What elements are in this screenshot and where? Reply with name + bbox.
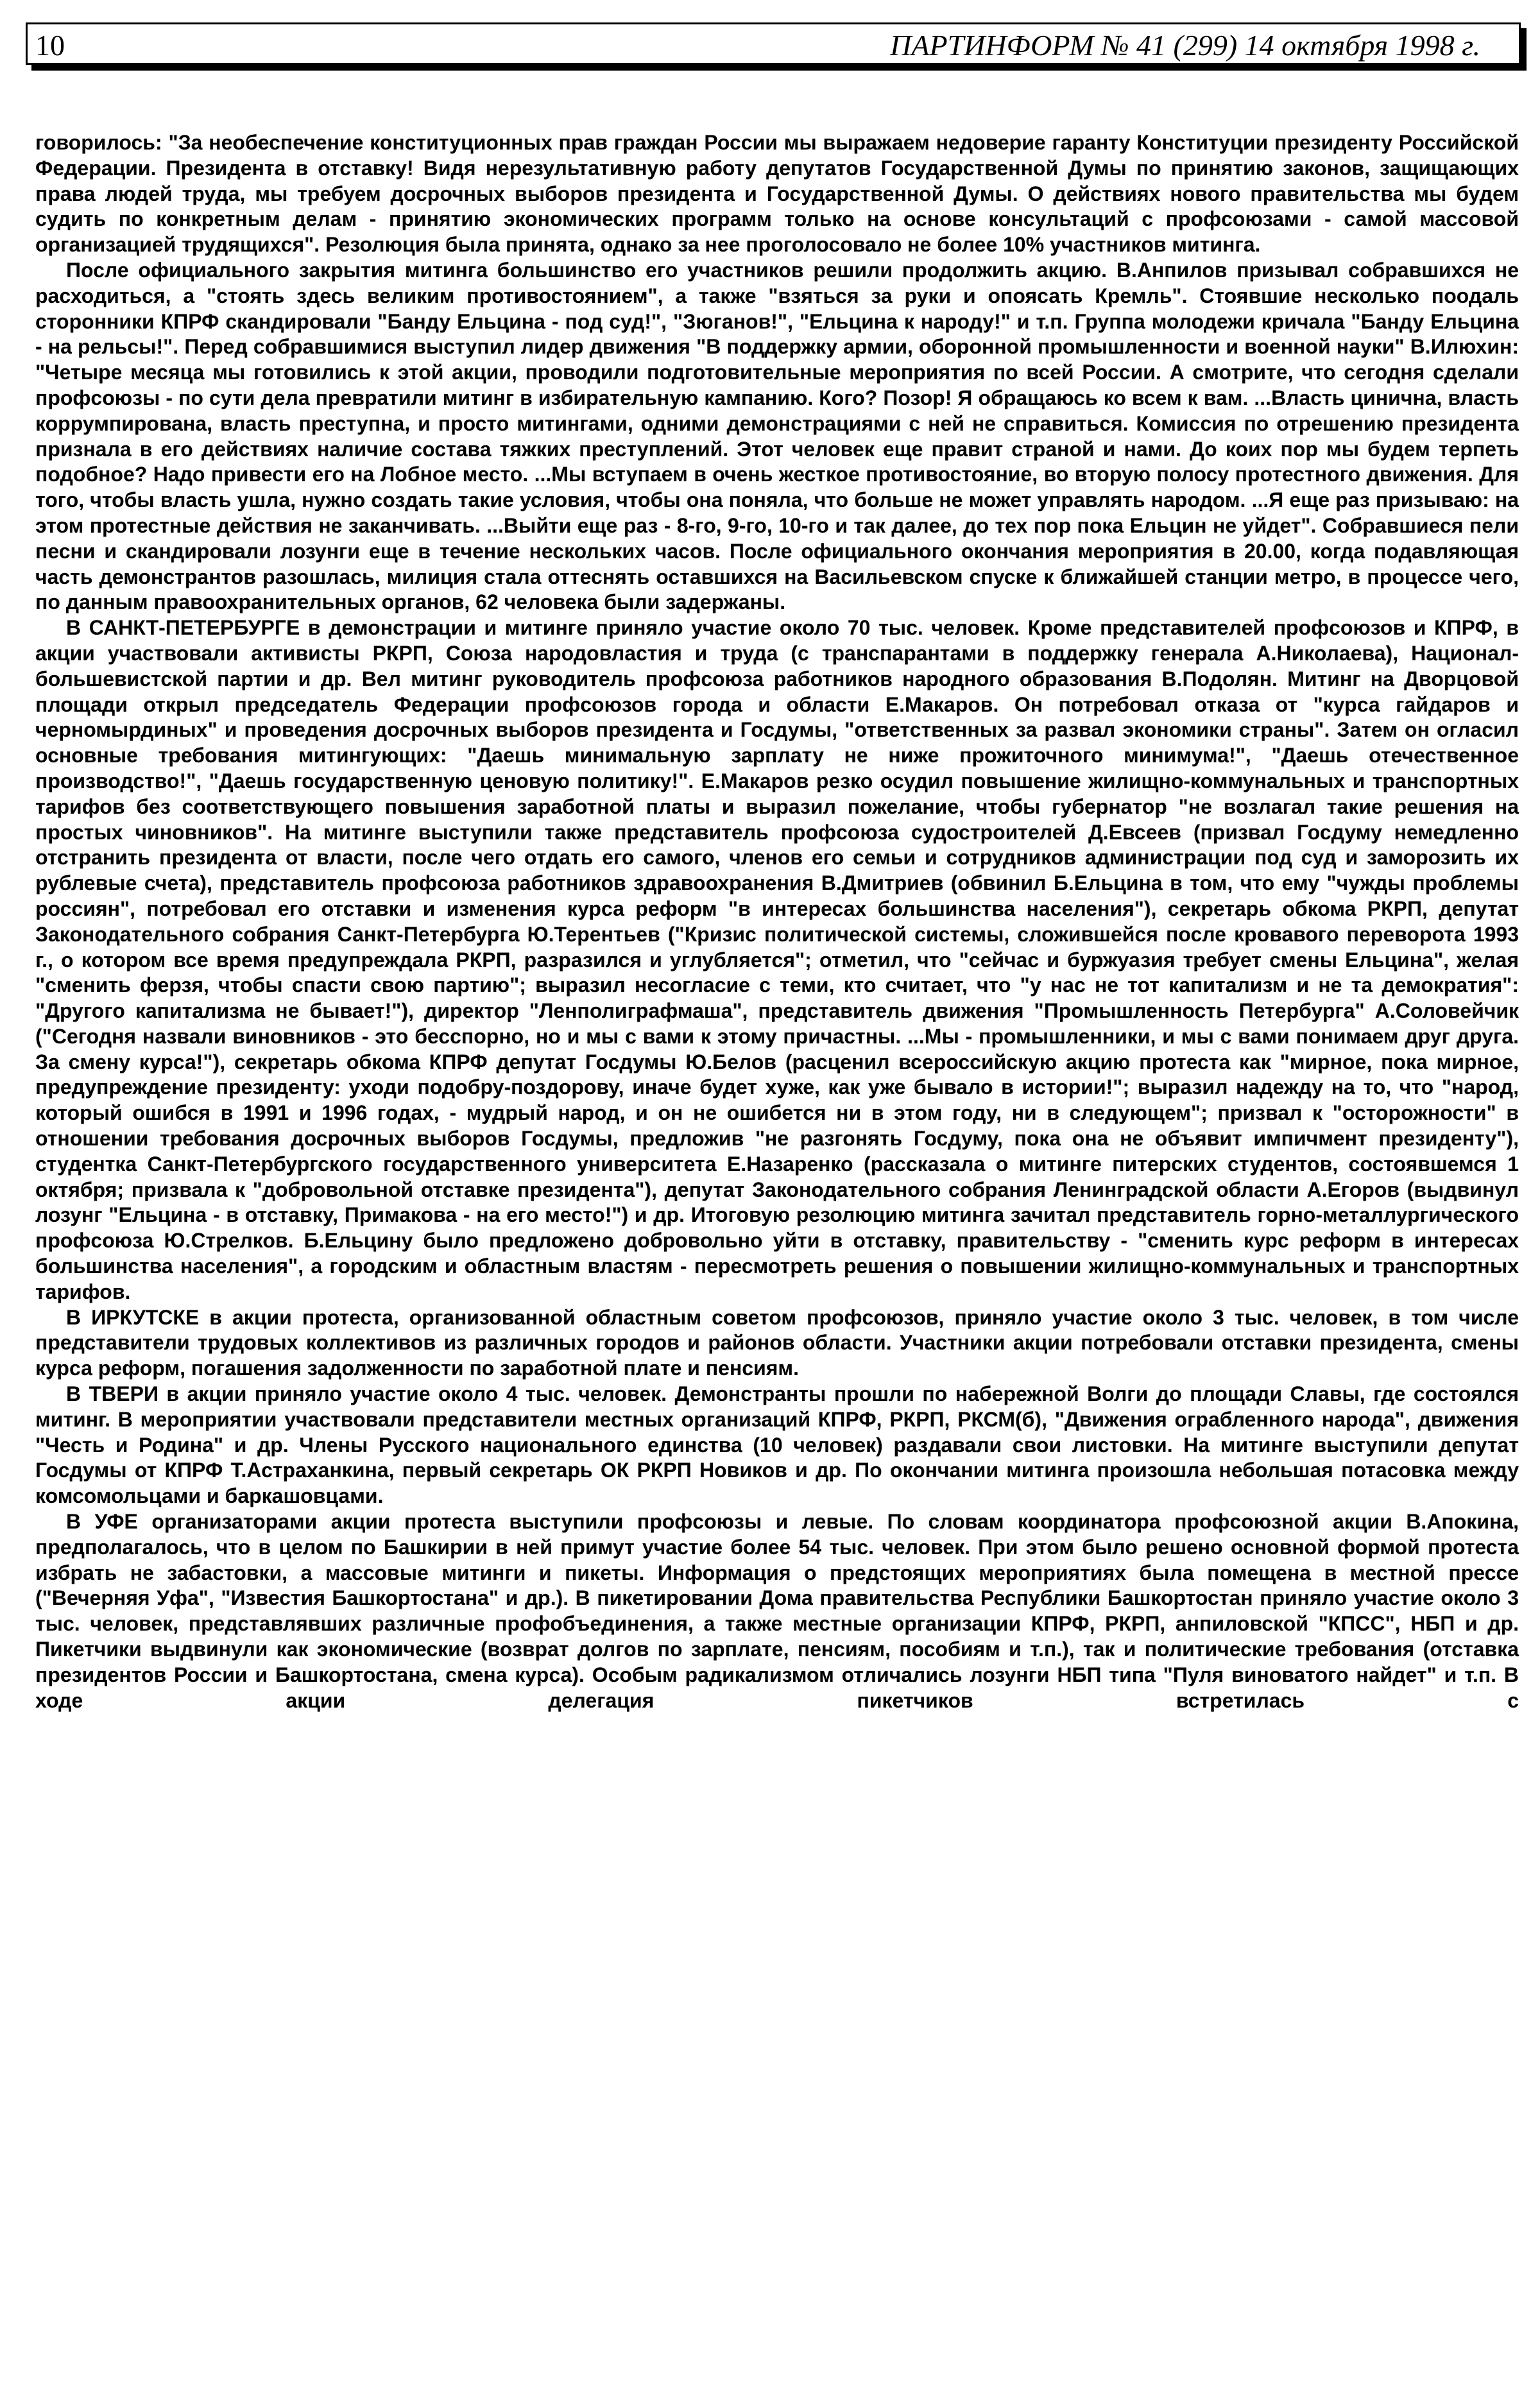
paragraph-saint-petersburg: В САНКТ-ПЕТЕРБУРГЕ в демонстрации и митинге приняло участие около 70 тыс. человек. Кроме представителей профсоюзов и КПРФ, в акции участвовали активисты РКРП, Союза народовластия и труда (с транспарантами в поддержку генерала А.Николаева), Национал-большевистской партии и др. Вел митинг руководитель профсоюза работников народного образования В.Подолян. Митинг на Дворцовой площади открыл председатель Федерации профсоюзов города и области Е.Макаров. Он потребовал отказа от "курса гайдаров и черномырдиных" и проведения досрочных выборов президента и Госдумы, "ответственных за развал экономики страны". Затем он огласил основные требования митингующих: "Даешь минимальную зарплату не ниже прожиточного минимума!", "Даешь отечественное производство!", "Даешь государственную ценовую политику!". Е.Макаров резко осудил повышение жилищно-коммунальных и транспортных тарифов без соответствующего повышения заработной платы и выразил пожелание, чтобы губернатор "не возлагал такие решения на простых чиновников". На митинге выступили также представитель профсоюза судостроителей Д.Евсеев (призвал Госдуму немедленно отстранить президента от власти, после чего отдать его самого, членов его семьи и сотрудников администрации под суд и заморозить их рублевые счета), представитель профсоюза работников здравоохранения В.Дмитриев (обвинил Б.Ельцина в том, что ему "чужды проблемы россиян", потребовал его отставки и изменения курса реформ "в интересах большинства населения"), секретарь обкома РКРП, депутат Законодательного собрания Санкт-Петербурга Ю.Терентьев ("Кризис политической системы, сложившейся после кровавого переворота 1993 г., о котором все время предупреждала РКРП, разразился и углубляется"; отметил, что "сейчас и буржуазия требует смены Ельцина", желая "сменить ферзя, чтобы спасти свою партию"; выразил несогласие с теми, кто считает, что "у нас не тот капитализм и не та демократия": "Другого капитализма не бывает!"), директор "Ленполиграфмаша", представитель движения "Промышленность Петербурга" А.Соловейчик ("Сегодня назвали виновников - это бесспорно, но и мы с вами к этому причастны. ...Мы - промышленники, и мы с вами понимаем друг друга. За смену курса!"), секретарь обкома КПРФ депутат Госдумы Ю.Белов (расценил всероссийскую акцию протеста как "мирное, пока мирное, предупреждение президенту: уходи подобру-поздорову, иначе будет хуже, как уже бывало в истории!"; выразил надежду на то, что "народ, который ошибся в 1991 и 1996 годах, - мудрый народ, и он не ошибется ни в этом году, ни в следующем"; призвал к "осторожности" в отношении требования досрочных выборов Госдумы, предложив "не разгонять Госдуму, пока она не объявит импичмент президенту"), студентка Санкт-Петербургского государственного университета Е.Назаренко (рассказала о митинге питерских студентов, состоявшемся 1 октября; призвала к "добровольной отставке президента"), депутат Законодательного собрания Ленинградской области А.Егоров (выдвинул лозунг "Ельцина - в отставку, Примакова - на его место!") и др. Итоговую резолюцию митинга зачитал представитель горно-металлургического профсоюза Ю.Стрелков. Б.Ельцину было предложено добровольно уйти в отставку, правительству - "сменить курс реформ в интересах большинства населения", а городским и областным властям - пересмотреть решения о повышении жилищно-коммунальных и транспортных тарифов. — [35, 616, 1519, 1303]
paragraph-ufa: В УФЕ организаторами акции протеста выступили профсоюзы и левые. По словам координатора профсоюзной акции В.Апокина, предполагалось, что в целом по Башкирии в ней примут участие более 54 тыс. человек. При этом было решено основной формой протеста избрать не забастовки, а массовые митинги и пикеты. Информация о предстоящих мероприятиях была помещена в местной прессе ("Вечерняя Уфа", "Известия Башкортостана" и др.). В пикетировании Дома правительства Республики Башкортостан приняло участие около 3 тыс. человек, представлявших различные профобъединения, а также местные организации КПРФ, РКРП, анпиловской "КПСС", НБП и др. Пикетчики выдвинули как экономические (возврат долгов по зарплате, пенсиям, пособиям и т.п.), так и политические требования (отставка президентов России и Башкортостана, смена курса). Особым радикализмом отличались лозунги НБП типа "Пуля виноватого найдет" и т.п. В ходе акции делегация пикетчиков встретилась с — [35, 1510, 1519, 1712]
page-header — [26, 22, 1521, 65]
issue-title: ПАРТИНФОРМ № 41 (299) 14 октября 1998 г. — [890, 29, 1480, 62]
paragraph-resolution: говорилось: "За необеспечение конституционных прав граждан России мы выражаем недоверие гаранту Конституции президенту Российской Федерации. Президента в отставку! Видя нерезультативную работу депутатов Государственной Думы по принятию законов, защищающих права людей труда, мы требуем досрочных выборов президента и Государственной Думы. О действиях нового правительства мы будем судить по конкретным делам - принятию экономических программ только на основе консультаций с профсоюзами - самой массовой организацией трудящихся". Резолюция была принята, однако за нее проголосовало не более 10% участников митинга. — [35, 131, 1519, 257]
paragraph-tver: В ТВЕРИ в акции приняло участие около 4 тыс. человек. Демонстранты прошли по набережной Волги до площади Славы, где состоялся митинг. В мероприятии участвовали представители местных организаций КПРФ, РКРП, РКСМ(б), "Движения ограбленного народа", движения "Честь и Родина" и др. Члены Русского национального единства (10 человек) раздавали свои листовки. На митинге выступили депутат Госдумы от КПРФ Т.Астраханкина, первый секретарь ОК РКРП Новиков и др. По окончании митинга произошла небольшая потасовка между комсомольцами и баркашовцами. — [35, 1382, 1519, 1508]
paragraph-irkutsk: В ИРКУТСКЕ в акции протеста, организованной областным советом профсоюзов, приняло участие около 3 тыс. человек, в том числе представители трудовых коллективов из различных городов и районов области. Участники акции потребовали отставки президента, смены курса реформ, погашения задолженности по заработной плате и пенсиям. — [35, 1305, 1519, 1380]
page-number: 10 — [35, 29, 65, 62]
paragraph-moscow-after-rally: После официального закрытия митинга большинство его участников решили продолжить акцию. В.Анпилов призывал собравшихся не расходиться, а "стоять здесь великим противостоянием", а также "взяться за руки и опоясать Кремль". Стоявшие несколько поодаль сторонники КПРФ скандировали "Банду Ельцина - под суд!", "Зюганов!", "Ельцина к народу!" и т.п. Группа молодежи кричала "Банду Ельцина - на рельсы!". Перед собравшимися выступил лидер движения "В поддержку армии, оборонной промышленности и военной науки" В.Илюхин: "Четыре месяца мы готовились к этой акции, проводили подготовительные мероприятия по всей России. А смотрите, что сегодня сделали профсоюзы - по сути дела превратили митинг в избирательную кампанию. Кого? Позор! Я обращаюсь ко всем к вам. ...Власть цинична, власть коррумпирована, власть преступна, и просто митингами, одними демонстрациями с ней не справиться. Комиссия по отрешению президента признала в его действиях наличие состава тяжких преступлений. Этот человек еще правит страной и нами. До коих пор мы будем терпеть подобное? Надо привести его на Лобное место. ...Мы вступаем в очень жесткое противостояние, во вторую полосу протестного движения. Для того, чтобы власть ушла, нужно создать такие условия, чтобы она поняла, что больше не может управлять народом. ...Я еще раз призываю: на этом протестные действия не заканчивать. ...Выйти еще раз - 8-го, 9-го, 10-го и так далее, до тех пор пока Ельцин не уйдет". Собравшиеся пели песни и скандировали лозунги еще в течение нескольких часов. После официального окончания мероприятия в 20.00, когда подавляющая часть демонстрантов разошлась, милиция стала оттеснять оставшихся на Васильевском спуске к ближайшей станции метро, в процессе чего, по данным правоохранительных органов, 62 человека были задержаны. — [35, 258, 1519, 614]
article-body — [35, 130, 1519, 1713]
